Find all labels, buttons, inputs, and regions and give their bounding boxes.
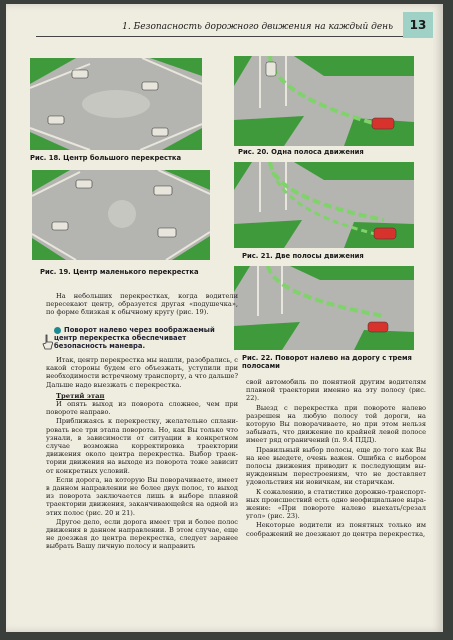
right-p1: свой автомобиль по понятной другим водителям плавной траектории именно на эту полосу (рис. 22). [246,378,426,403]
book-page [6,4,443,632]
left-paragraph-1 [46,292,238,318]
figure-21-illustration [234,162,414,248]
figure-22-caption-line1: Рис. 22. Поворот налево на дорогу с тремя [242,354,412,362]
right-column-text [246,378,426,539]
tip-text: Поворот налево через воображаемый центр перекрестка обеспечивает безопасность маневра. [54,326,215,351]
left-p2: Итак, центр перекрестка мы нашли, разобрались, с какой стороны будем его объезжать, уступили при необходимости встречному транспорту, а что дальше? Дальше надо выезжать с перекрестка. [46,356,238,389]
right-p2: Выезд с перекрестка при повороте налево разрешен на любую полосу той дороги, на которую Вы поворачиваете, но при этом нельзя забывать, что движение по крайней левой полосе имеет ряд ограничений (п. 9.4 ПДД). [246,403,426,445]
left-p3: И опять выход из поворота сложнее, чем при повороте направо. [46,400,238,417]
left-paragraphs-rest [46,400,238,552]
right-p3: Правильный выбор полосы, еще до того как Вы на нее выедете, очень важен. Ошибка с выбором полосы движения приводит к последующим вынужденным перестроениям, что не доставляет удовольствия ни новичкам, ни старичкам. [246,445,426,487]
figure-22-illustration [234,266,414,350]
tip-bullet-icon [54,327,61,334]
right-p4: К сожалению, в статистике дорожно-транспортных происшествий есть одно неофициальное выражение: «При повороте налево выехать/срезал угол» (рис. 23). [246,487,426,521]
figure-21-caption: Рис. 21. Две полосы движения [242,252,364,260]
left-p5: Если дорога, на которую Вы поворачиваете, имеет в данном направлении не более двух полос, то выход из поворота заключается лишь в выборе плавной траектории движения, заканчивающейся на одной из этих полос (рис. 20 и 21). [46,475,238,517]
left-p4: Приближаясь к перекрестку, желательно спланировать все три этапа поворота. Но, как Вы только что узнали, в зависимости от ситуации в конкретном случае возможна корректировка траектории движения около центра перекрестка. Выбор траектории движения на выходе из поворота тоже зависит от конкретных условий. [46,417,238,475]
figure-22-caption [242,354,412,370]
stage-subheading: Третий этап [56,392,105,400]
figure-22-caption-line2: полосами [242,362,280,370]
running-header [36,10,441,36]
left-p6: Другое дело, если дорога имеет три и более полос движения в данном направлении. В этом случае, еще не доезжая до центра перекрестка, следует заранее выбрать Вашу личную полосу и направить [46,517,238,551]
header-rule [36,36,403,37]
right-p5: Некоторые водители из понятных только им соображений не доезжают до центра перекрестка, [246,521,426,538]
safety-tip [54,326,239,351]
figure-19-caption: Рис. 19. Центр маленького перекрестка [40,268,199,276]
figure-20-illustration [234,56,414,146]
figure-19-illustration [32,170,210,260]
figure-18-caption: Рис. 18. Центр большого перекрестка [30,154,182,162]
left-p1: На небольших перекрестках, когда водители пересекают центр, образуется другая «подушечка», по форме близкая к обычному кругу (рис. 19). [46,292,238,317]
figure-20-caption: Рис. 20. Одна полоса движения [238,148,364,156]
left-paragraph-2 [46,356,238,390]
section-title: 1. Безопасность дорожного движения на каждый день [122,22,393,32]
page-number: 13 [403,12,433,38]
pointing-hand-icon [42,334,54,354]
figure-18-illustration [30,58,202,150]
